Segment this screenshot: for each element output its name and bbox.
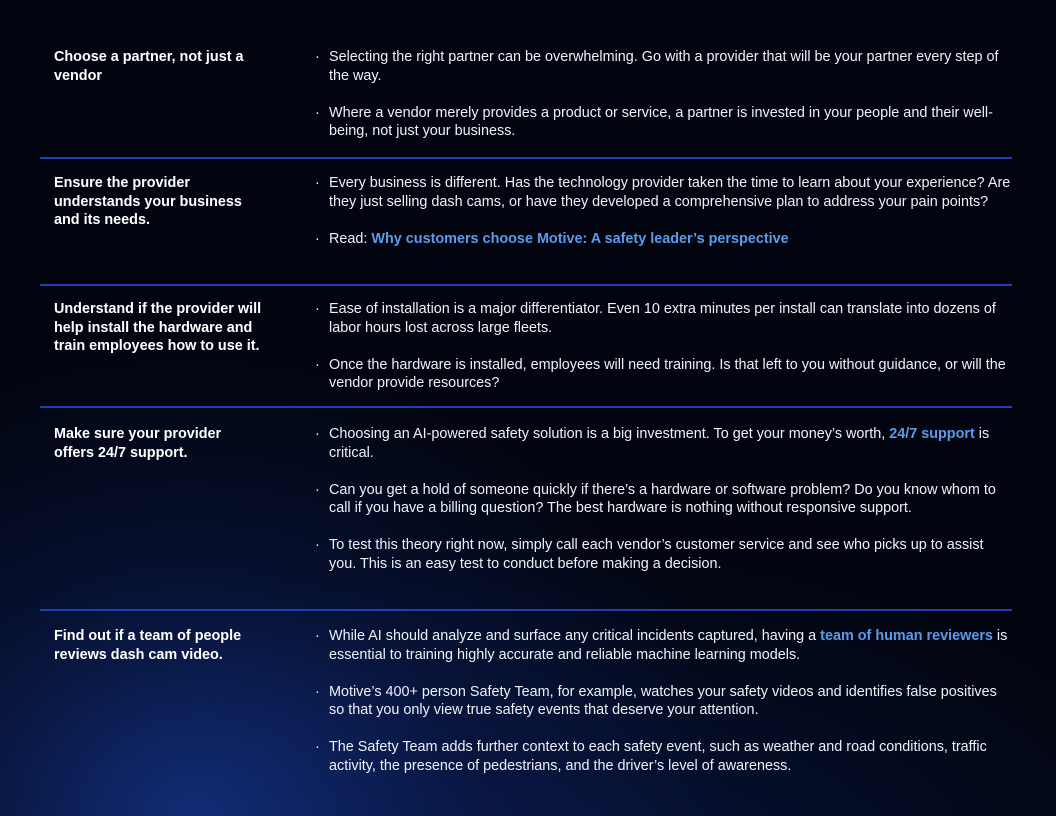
bullet-dot-icon: · — [315, 739, 320, 755]
bullet-text: Selecting the right partner can be overwhelming. Go with a provider that will be your partner every step of the way. — [329, 49, 999, 84]
bullet-text: Can you get a hold of someone quickly if there’s a hardware or software problem? Do you know whom to call if you have a billing question? The best hardware is nothing without responsive support. — [329, 481, 996, 516]
bullet-item — [315, 627, 1012, 664]
bullet-text: is critical. — [329, 426, 990, 461]
bullet-item — [315, 683, 1012, 720]
bullet-item — [315, 174, 1012, 211]
bullet-item — [315, 356, 1012, 393]
bullet-text: The Safety Team adds further context to each safety event, such as weather and road conditions, traffic activity, the presence of pedestrians, and the driver’s level of awareness. — [329, 739, 987, 774]
bullet-dot-icon: · — [315, 683, 320, 700]
bullet-text: Every business is different. Has the technology provider taken the time to learn about your experience? Are they just selling dash cams, or have they developed a comprehensive plan to address your pain points? — [329, 175, 1011, 210]
bullet-list — [315, 300, 1012, 393]
comparison-table — [40, 0, 1012, 811]
table-row-reviewers — [40, 611, 1012, 811]
bullet-text: To test this theory right now, simply call each vendor’s customer service and see who picks up to assist you. This is an easy test to conduct before making a decision. — [329, 537, 984, 572]
bullet-dot-icon: · — [315, 481, 320, 498]
bullet-dot-icon: · — [315, 356, 320, 373]
bullet-text: Once the hardware is installed, employees will need training. Is that left to you without guidance, or will the vendor provide resources? — [329, 356, 1006, 391]
row-heading: Ensure the provider understands your business and its needs. — [54, 175, 242, 228]
bullet-text: Read: — [329, 230, 372, 247]
bullet-item — [315, 104, 1012, 141]
bullet-dot-icon: · — [315, 628, 320, 644]
bullet-list — [315, 48, 1012, 141]
bullet-text: Choosing an AI-powered safety solution is a big investment. To get your money’s worth, — [329, 426, 890, 442]
bullet-list — [315, 627, 1012, 775]
row-heading: Make sure your provider offers 24/7 support. — [54, 426, 222, 461]
table-row-support — [40, 408, 1012, 611]
table-row-partner — [40, 0, 1012, 159]
bullet-dot-icon: · — [315, 49, 320, 65]
bullet-dot-icon: · — [315, 301, 320, 317]
bullet-item — [315, 48, 1012, 85]
bullet-list — [315, 425, 1012, 573]
bullet-text: Motive’s 400+ person Safety Team, for example, watches your safety videos and identifies false positives so that you only view true safety events that deserve your attention. — [329, 683, 997, 718]
bullet-list — [315, 174, 1012, 248]
bullet-item — [315, 536, 1012, 573]
bullet-text: Ease of installation is a major differentiator. Even 10 extra minutes per install can translate into dozens of labor hours lost across large fleets. — [329, 301, 996, 336]
table-row-install — [40, 286, 1012, 408]
bullet-item — [315, 300, 1012, 337]
bullet-dot-icon: · — [315, 537, 320, 553]
bullet-dot-icon: · — [315, 230, 320, 247]
bullet-text: Where a vendor merely provides a product or service, a partner is invested in your people and their well-being, not just your business. — [329, 104, 993, 139]
row-heading: Choose a partner, not just a vendor — [54, 49, 244, 84]
bullet-dot-icon: · — [315, 175, 320, 191]
bullet-item — [315, 481, 1012, 518]
row-heading: Find out if a team of people reviews dash cam video. — [54, 628, 242, 663]
table-row-understands — [40, 159, 1012, 286]
row-heading: Understand if the provider will help install the hardware and train employees how to use it. — [54, 301, 262, 354]
human-reviewers-link[interactable]: team of human reviewers — [820, 628, 993, 644]
read-article-link[interactable]: Why customers choose Motive: A safety leader’s perspective — [371, 230, 789, 247]
support-link[interactable]: 24/7 support — [889, 426, 975, 442]
bullet-dot-icon: · — [315, 104, 320, 121]
bullet-item — [315, 738, 1012, 775]
bullet-dot-icon: · — [315, 426, 320, 442]
bullet-text: While AI should analyze and surface any critical incidents captured, having a — [329, 628, 821, 644]
bullet-text: is essential to training highly accurate and reliable machine learning models. — [329, 628, 1008, 663]
bullet-item — [315, 230, 1012, 249]
bullet-item — [315, 425, 1012, 462]
